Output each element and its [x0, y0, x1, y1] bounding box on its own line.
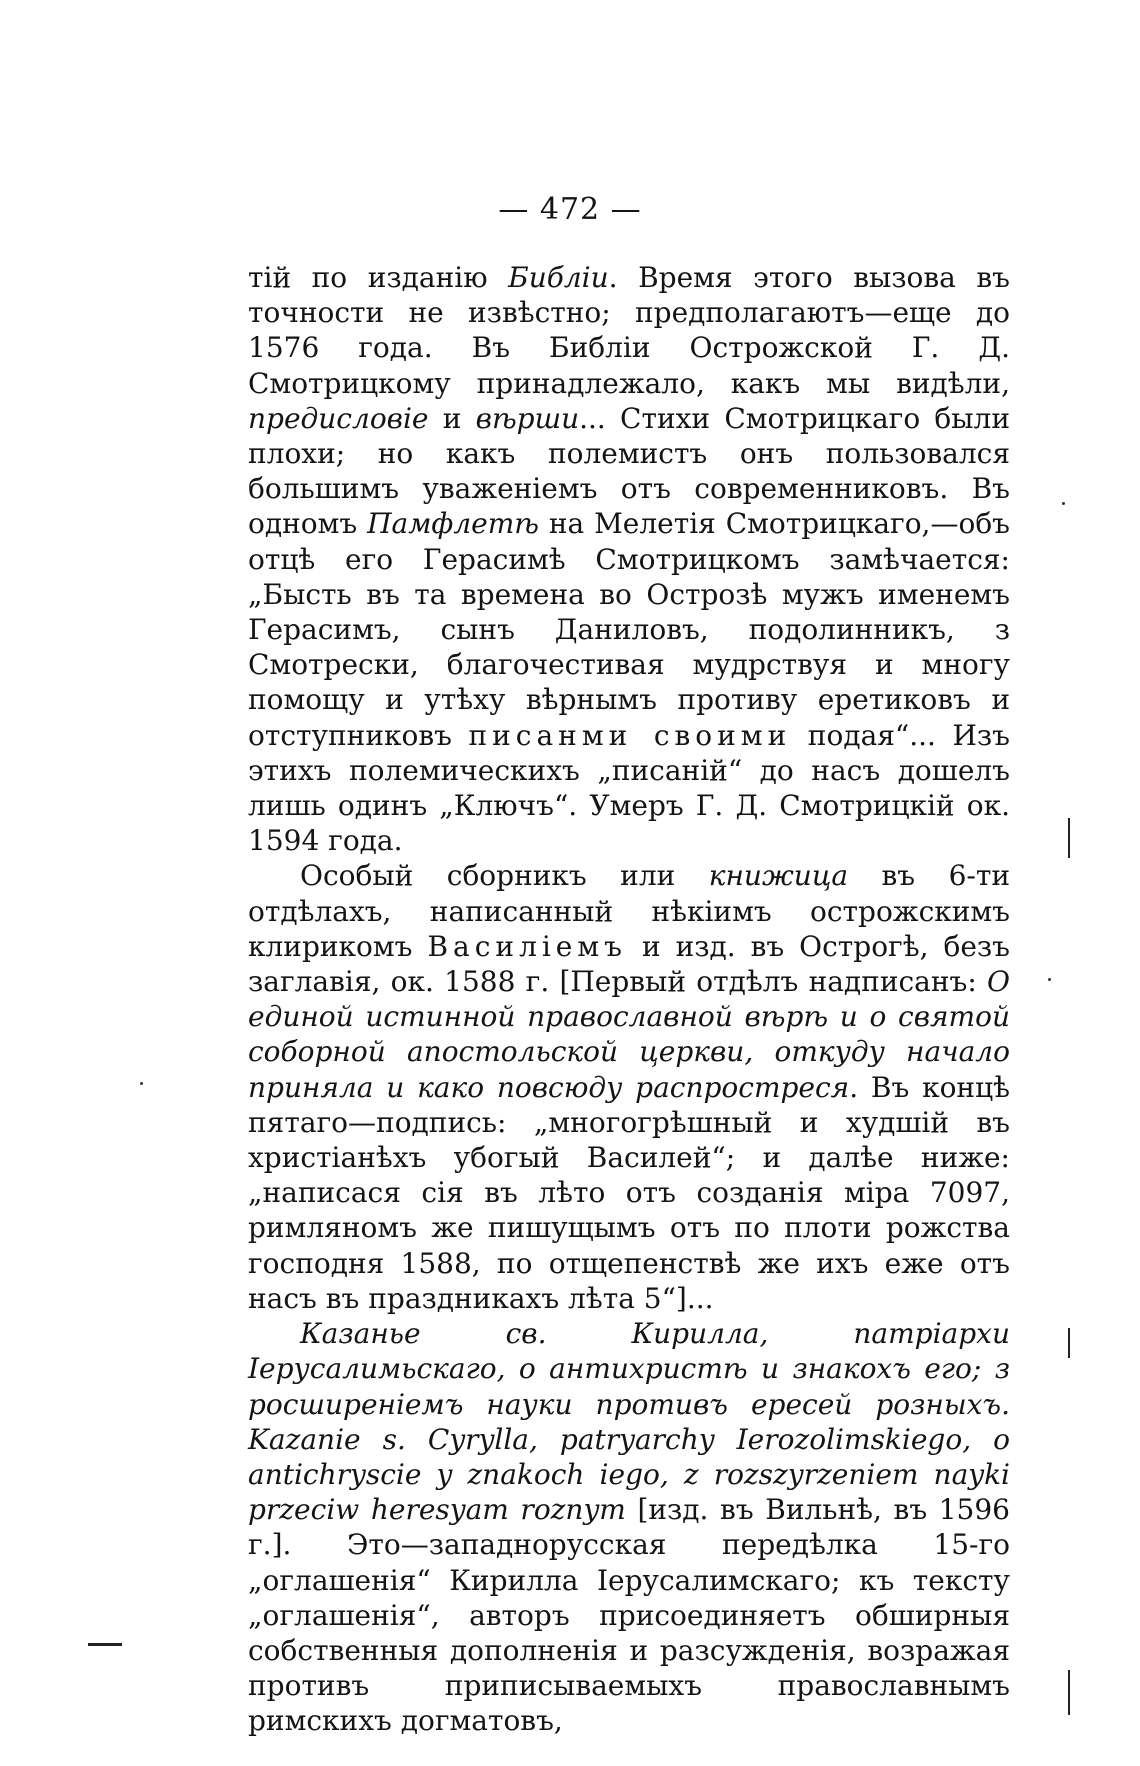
p1-italic-2: предисловіе	[248, 401, 429, 435]
body-text	[248, 260, 1010, 1739]
p1-text-6: подая“... Изъ этихъ полемическихъ „писаній“ до насъ дошелъ лишь одинъ „Ключъ“. Умеръ Г. Д. Смотрицкій ок. 1594 года.	[248, 718, 1010, 858]
paragraph-1	[248, 260, 1010, 858]
scan-mark-right-3	[1068, 1670, 1070, 1715]
p1-text-1: тій по изданію	[248, 261, 509, 294]
scan-mark-left	[88, 1643, 122, 1646]
scan-dot-3	[1048, 978, 1051, 981]
p1-text-3: и	[428, 401, 476, 435]
scan-mark-right-2	[1068, 1328, 1070, 1358]
paragraph-2	[248, 858, 1010, 1316]
p2-text-1: Особый сборникъ или	[300, 859, 709, 893]
p1-italic-1: Библіи	[508, 261, 609, 294]
scan-dot-2	[140, 1082, 143, 1085]
p2-spaced-1: Василіемъ	[427, 929, 627, 963]
p2-italic-2: О единой истинной православной вѣрѣ и о святой соборной апостольской церкви, откуду начало приняла и како повсюду распростреся	[248, 965, 1010, 1104]
p2-text-2: въ 6-ти отдѣлахъ, написанный нѣкіимъ острожскимъ клирикомъ	[248, 859, 1010, 963]
p1-spaced-1: писанми своими	[468, 718, 792, 752]
p2-text-4: . Въ концѣ пятаго—подпись: „многогрѣшный и худшій въ христіанѣхъ убогый Василей“; и далѣе ниже: „написася сія въ лѣто отъ созданія міра 7097, римляномъ же пишущымъ отъ по плоти рожства господня 1588, по отщепенствѣ же ихъ еже отъ насъ въ праздникахъ лѣта 5“]...	[248, 1070, 1010, 1315]
paragraph-3	[248, 1316, 1010, 1738]
p2-text-3: и изд. въ Острогѣ, безъ заглавія, ок. 1588 г. [Первый отдѣлъ надписанъ:	[248, 929, 1010, 999]
p1-italic-3: вѣрши	[475, 401, 580, 435]
scan-dot-1	[1062, 502, 1065, 505]
p1-text-4: ... Стихи Смотрицкаго были плохи; но какъ полемистъ онъ пользовался большимъ уваженіемъ отъ современниковъ. Въ одномъ	[248, 401, 1011, 541]
p3-italic-1: Казанье св. Кирилла, патріархи Іерусалимьскаго, о антихристѣ и знакохъ его; з росширеніемъ науки противъ ересей розныхъ. Kazanie s. Cyrylla, patryarchy Ierozolimskiego, o antichryscie y znakoch iego, z rozszyrzeniem nayki przeciw heresyam roznym	[248, 1317, 1010, 1527]
p1-text-2: . Время этого вызова въ точности не извѣстно; предполагаютъ—еще до 1576 года. Въ Библіи Острожской Г. Д. Смотрицкому принадлежало, какъ мы видѣли,	[248, 261, 1010, 400]
page-number: — 472 —	[498, 192, 642, 227]
scan-mark-right-1	[1068, 818, 1070, 858]
p3-text-1: [изд. въ Вильнѣ, въ 1596 г.]. Это—западнорусская передѣлка 15-го „оглашенія“ Кирилла Іерусалимскаго; къ тексту „оглашенія“, авторъ присоединяетъ обширныя собственныя дополненія и разсужденія, возражая противъ приписываемыхъ православнымъ римскихъ догматовъ,	[248, 1493, 1011, 1738]
p2-italic-1: книжица	[708, 859, 849, 893]
p1-text-5: на Мелетія Смотрицкаго,—объ отцѣ его Герасимѣ Смотрицкомъ замѣчается: „Бысть въ та времена во Острозѣ мужъ именемъ Герасимъ, сынъ Даниловъ, подолинникъ, з Смотрески, благочестивая мудрствуя и многу помощу и утѣху вѣрнымъ противу еретиковъ и отступниковъ	[248, 507, 1010, 752]
p1-italic-4: Памфлетѣ	[367, 507, 539, 541]
